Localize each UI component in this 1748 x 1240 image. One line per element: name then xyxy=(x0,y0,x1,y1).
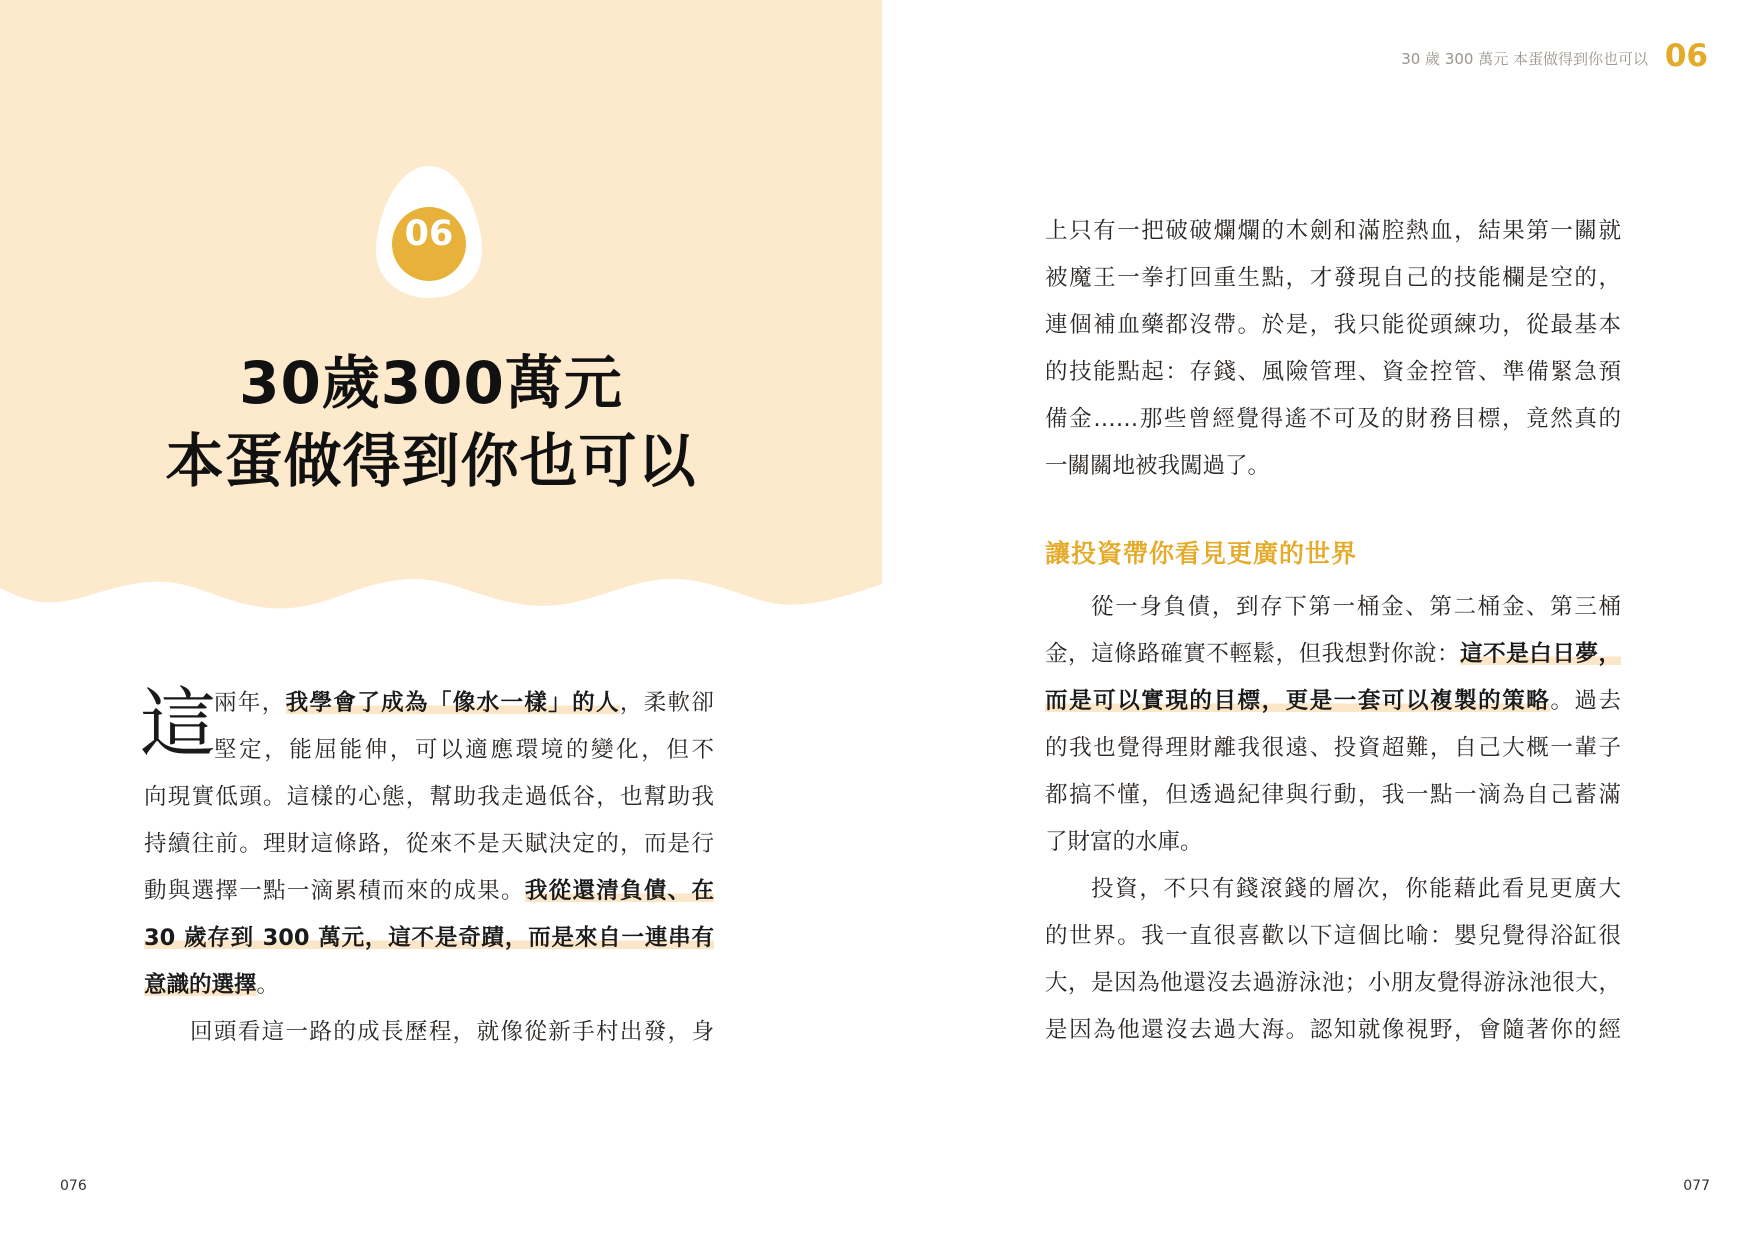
body-line xyxy=(1045,443,1621,490)
right-continuation-text xyxy=(1045,208,1621,490)
body-line xyxy=(1045,913,1621,960)
body-line xyxy=(1045,255,1621,302)
text-segment: 是因為他還沒去過大海。認知就像視野，會隨著你的經 xyxy=(1045,1017,1621,1043)
body-line xyxy=(144,962,714,1009)
body-line xyxy=(144,915,714,962)
text-segment: 上只有一把破破爛爛的木劍和滿腔熱血，結果第一關就 xyxy=(1045,218,1621,244)
highlighted-text: 而是可以實現的目標，更是一套可以複製的策略 xyxy=(1045,688,1551,714)
body-line xyxy=(1045,819,1621,866)
body-line xyxy=(1045,302,1621,349)
text-segment: 。 xyxy=(256,972,280,998)
page-number-left: 076 xyxy=(60,1178,87,1194)
body-line xyxy=(144,680,714,727)
body-line xyxy=(1045,584,1621,631)
text-segment: 。過去 xyxy=(1550,688,1621,714)
page-number-right: 077 xyxy=(1683,1178,1710,1194)
body-line xyxy=(1045,678,1621,725)
right-section-text xyxy=(1045,584,1621,1054)
running-head: 30 歲 300 萬元 本蛋做得到你也可以 xyxy=(1401,50,1648,68)
chapter-number: 06 xyxy=(404,214,454,254)
text-segment: 了財富的水庫。 xyxy=(1045,829,1203,855)
text-segment: 堅定，能屈能伸，可以適應環境的變化，但不 xyxy=(214,737,714,763)
text-segment: 的我也覺得理財離我很遠、投資超難，自己大概一輩子 xyxy=(1045,735,1621,761)
body-line xyxy=(1045,960,1621,1007)
text-segment: 的技能點起：存錢、風險管理、資金控管、準備緊急預 xyxy=(1045,359,1621,385)
dropcap: 這 xyxy=(140,679,216,768)
text-segment: 向現實低頭。這樣的心態，幫助我走過低谷，也幫助我 xyxy=(144,784,714,810)
text-segment: 動與選擇一點一滴累積而來的成果。 xyxy=(144,878,525,904)
chapter-title-line-2: 本蛋做得到你也可以 xyxy=(165,427,697,495)
running-chapter-number: 06 xyxy=(1664,38,1708,74)
body-line xyxy=(1045,396,1621,443)
highlighted-text: 這不是白日夢， xyxy=(1460,641,1621,667)
body-line xyxy=(1045,866,1621,913)
text-segment: 一關關地被我闖過了。 xyxy=(1045,453,1271,479)
chapter-title-line-1: 30歲300萬元 xyxy=(239,349,623,417)
text-segment: 都搞不懂，但透過紀律與行動，我一點一滴為自己蓄滿 xyxy=(1045,782,1621,808)
body-line xyxy=(144,727,714,774)
text-segment: 備金……那些曾經覺得遙不可及的財務目標，竟然真的 xyxy=(1045,406,1621,432)
text-segment: 回頭看這一路的成長歷程，就像從新手村出發，身 xyxy=(190,1019,714,1045)
body-line xyxy=(1045,349,1621,396)
text-segment: ，柔軟卻 xyxy=(619,690,714,716)
body-line xyxy=(144,868,714,915)
text-segment: 大，是因為他還沒去過游泳池；小朋友覺得游泳池很大， xyxy=(1045,970,1621,996)
body-line xyxy=(144,774,714,821)
body-line xyxy=(1045,631,1621,678)
text-segment: 的世界。我一直很喜歡以下這個比喻：嬰兒覺得浴缸很 xyxy=(1045,923,1621,949)
body-line xyxy=(144,821,714,868)
text-segment: 持續往前。理財這條路，從來不是天賦決定的，而是行 xyxy=(144,831,714,857)
cream-wave-background xyxy=(0,0,882,620)
text-segment: 兩年， xyxy=(214,690,286,716)
body-line xyxy=(1045,725,1621,772)
highlighted-text: 意識的選擇 xyxy=(144,972,257,998)
highlighted-text: 30 歲存到 300 萬元，這不是奇蹟，而是來自一連串有 xyxy=(144,925,714,951)
text-segment: 金，這條路確實不輕鬆，但我想對你說： xyxy=(1045,641,1461,667)
section-heading: 讓投資帶你看見更廣的世界 xyxy=(1045,539,1358,568)
text-segment: 投資，不只有錢滾錢的層次，你能藉此看見更廣大 xyxy=(1091,876,1621,902)
body-line xyxy=(1045,1007,1621,1054)
highlighted-text: 我從還清負債、在 xyxy=(524,878,714,904)
body-line xyxy=(1045,208,1621,255)
highlighted-text: 我學會了成為「像水一樣」的人 xyxy=(285,690,620,716)
body-line xyxy=(1045,772,1621,819)
body-line xyxy=(144,1009,714,1056)
text-segment: 從一身負債，到存下第一桶金、第二桶金、第三桶 xyxy=(1091,594,1621,620)
left-body-text xyxy=(144,680,714,1056)
text-segment: 連個補血藥都沒帶。於是，我只能從頭練功，從最基本 xyxy=(1045,312,1621,338)
text-segment: 被魔王一拳打回重生點，才發現自己的技能欄是空的， xyxy=(1045,265,1621,291)
egg-chapter-badge xyxy=(374,162,484,302)
